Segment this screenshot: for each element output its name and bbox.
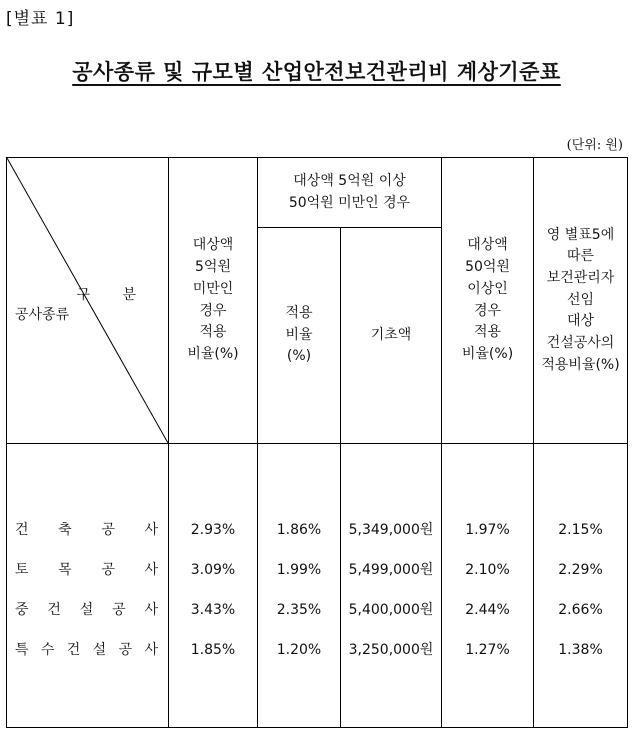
header-work-type: 공사종류 [15,307,70,323]
table-cell: 1.86% [276,522,322,538]
health-manager-rate-column [534,444,628,728]
table-cell: 5,349,000원 [348,522,434,538]
work-type-column [7,444,169,728]
table-cell: 1.97% [465,522,510,538]
table-cell: 3.43% [190,602,236,618]
header-col-base-amount: 기초액 [341,228,442,444]
table-cell: 3.09% [190,562,236,578]
appendix-tag: [별표 1] [6,9,75,29]
table-cell: 1.99% [276,562,322,578]
header-col-health-manager: 영 별표5에 따른 보건관리자 선임 대상 건설공사의 적용비율(%) [534,158,628,444]
table-cell: 2.44% [465,602,510,618]
header-col-rate: 적용 비율 (%) [258,228,341,444]
header-corner [7,158,169,444]
table-row-name: 특 수 건 설 공 사 [15,642,158,658]
table-cell: 2.15% [558,522,603,538]
header-gubun: 구 분 [76,287,150,303]
table-cell: 2.35% [276,602,322,618]
table-row-name: 중 건 설 공 사 [15,602,158,618]
table-cell: 1.20% [276,642,322,658]
table-row-name: 토 목 공 사 [15,562,158,578]
mid-rate-column [258,444,341,728]
rate-table [6,157,628,728]
table-cell: 5,400,000원 [348,602,434,618]
table-cell: 1.85% [190,642,236,658]
table-cell: 2.29% [558,562,603,578]
table-cell: 1.38% [558,642,603,658]
table-row-name: 건 축 공 사 [15,522,158,538]
table-cell: 2.66% [558,602,603,618]
table-cell: 3,250,000원 [348,642,434,658]
unit-note: (단위: 원) [566,138,623,153]
over-50-rate-column [442,444,534,728]
table-cell: 2.10% [465,562,510,578]
document-title [0,56,633,86]
document-title-text: 공사종류 및 규모별 산업안전보건관리비 계상기준표 [72,60,561,84]
table-cell: 1.27% [465,642,510,658]
base-amount-column [341,444,442,728]
header-col-under-5: 대상액 5억원 미만인 경우 적용 비율(%) [169,158,258,444]
table-cell: 5,499,000원 [348,562,434,578]
header-group-5-to-50: 대상액 5억원 이상 50억원 미만인 경우 [258,158,442,228]
table-cell: 2.93% [190,522,236,538]
under-5-rate-column [169,444,258,728]
header-col-over-50: 대상액 50억원 이상인 경우 적용 비율(%) [442,158,534,444]
